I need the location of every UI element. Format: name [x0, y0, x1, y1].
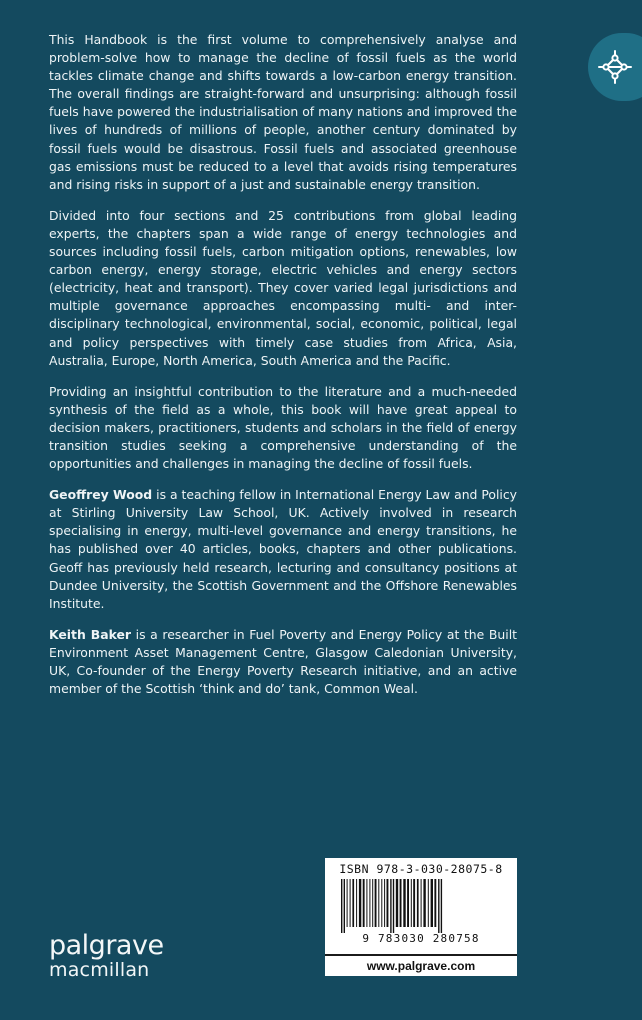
- back-cover-text: [49, 31, 517, 711]
- publisher-website: www.palgrave.com: [366, 959, 476, 973]
- editor-bio-wood: [49, 486, 517, 613]
- website-strip: [325, 954, 517, 976]
- blurb-paragraph-2: Divided into four sections and 25 contributions from global leading experts, the chapters span a wide range of energy technologies and sources including fossil fuels, carbon mitigation options, renewables, low carbon energy, energy storage, electric vehicles and energy sectors (electricity, heat and transport). They cover varied legal jurisdictions and multiple governance approaches encompassing multi- and inter-disciplinary technological, environmental, social, economic, political, legal and policy perspectives with timely case studies from Africa, Asia, Australia, Europe, North America, South America and the Pacific.: [49, 207, 517, 368]
- isbn-barcode: [325, 858, 517, 954]
- blurb-paragraph-3: Providing an insightful contribution to the literature and a much-needed synthesis of the field as a whole, this book will have great appeal to decision makers, practitioners, students and scholars in the field of energy transition studies seeking a comprehensive understanding of the opportunities and challenges in managing the decline of fossil fuels.: [49, 383, 517, 472]
- editor-bio-wood-text: is a teaching fellow in International Energy Law and Policy at Stirling University Law School, UK. Actively involved in research specialising in energy, multi-level governance and energy transitions, he has published over 40 articles, books, chapters and other publications. Geoff has previously held research, lecturing and consultancy positions at Dundee University, the Scottish Government and the Offshore Renewables Institute.: [49, 487, 517, 611]
- publisher-logo: [49, 932, 164, 980]
- blurb-paragraph-1: This Handbook is the first volume to comprehensively analyse and problem-solve how to manage the decline of fossil fuels as the world tackles climate change and shifts towards a low-carbon energy transition. The overall findings are straight-forward and unsurprising: although fossil fuels have powered the industrialisation of many nations and improved the lives of hundreds of millions of people, another century dominated by fossil fuels would be disastrous. Fossil fuels and associated greenhouse gas emissions must be reduced to a level that avoids rising temperatures and rising risks in support of a just and sustainable energy transition.: [49, 32, 517, 192]
- publisher-logo-line1: palgrave: [49, 930, 164, 961]
- network-nodes-icon: [596, 48, 634, 86]
- isbn-label: ISBN 978-3-030-28075-8: [339, 862, 503, 876]
- editor-bio-baker-text: is a researcher in Fuel Poverty and Energy Policy at the Built Environment Asset Management Centre, Glasgow Caledonian University, UK, Co-founder of the Energy Poverty Research initiative, and an active member of the Scottish ‘think and do’ tank, Common Weal.: [49, 626, 517, 697]
- editor-name-wood: Geoffrey Wood: [49, 487, 153, 503]
- publisher-logo-line2: macmillan: [49, 959, 150, 981]
- editor-bio-baker: [49, 626, 517, 698]
- editor-name-baker: Keith Baker: [49, 626, 132, 642]
- barcode-bars: [335, 879, 507, 933]
- series-badge: [588, 33, 642, 101]
- barcode-digits: 9 783030 280758: [362, 932, 480, 945]
